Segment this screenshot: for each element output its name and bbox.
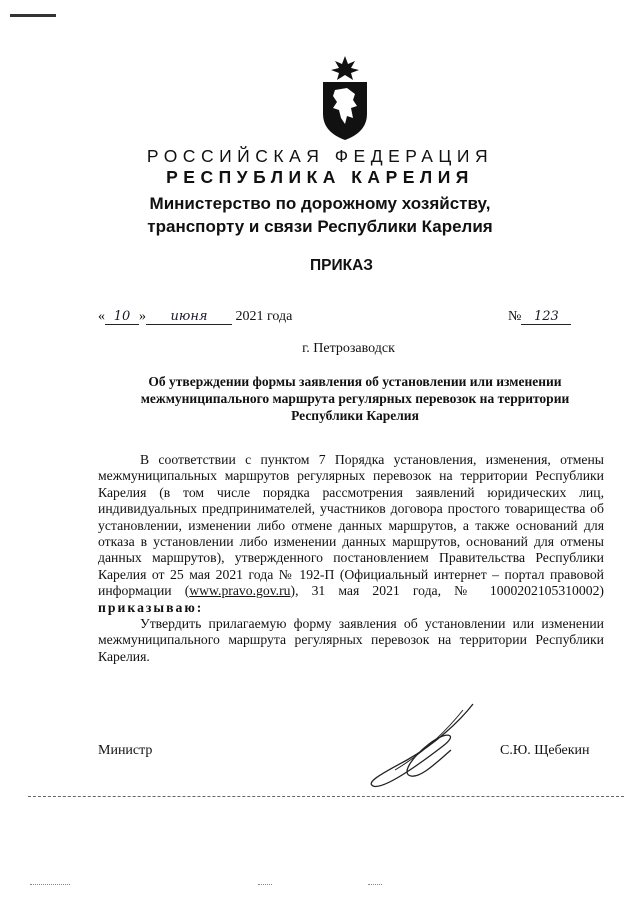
body-paragraph-2: Утвердить прилагаемую форму заявления об установлении или изменении межмуниципального маршрута регулярных перевозок на территории Республики Карелия. xyxy=(98,616,604,664)
handwritten-signature xyxy=(355,700,485,790)
order-number xyxy=(508,309,571,325)
date-month: июня xyxy=(146,309,232,325)
order-date xyxy=(98,309,292,325)
city-line: г. Петрозаводск xyxy=(302,341,395,356)
country-name: РОССИЙСКАЯ ФЕДЕРАЦИЯ xyxy=(146,146,494,166)
number-prefix: № xyxy=(508,309,522,324)
scan-artifact-dots-1 xyxy=(30,884,70,886)
page-divider xyxy=(28,796,624,797)
date-year: 2021 года xyxy=(235,309,293,324)
scan-artifact-dots-3 xyxy=(368,884,382,886)
decree-word: приказываю: xyxy=(98,599,204,615)
date-open-quote: « xyxy=(98,309,105,324)
document-type-title: ПРИКАЗ xyxy=(310,257,373,274)
republic-name: РЕСПУБЛИКА КАРЕЛИЯ xyxy=(166,167,474,187)
ministry-line-2: транспорту и связи Республики Карелия xyxy=(147,217,493,236)
pravo-link: www.pravo.gov.ru xyxy=(189,583,291,599)
body-paragraph-1 xyxy=(98,452,604,616)
order-body xyxy=(98,452,604,665)
number-value: 123 xyxy=(521,309,571,325)
ministry-line-1: Министерство по дорожному хозяйству, xyxy=(149,194,491,213)
order-subject: Об утверждении формы заявления об установлении или изменении межмуниципального маршрута регулярных перевозок на территории Республики Карелия xyxy=(140,374,570,423)
date-close-quote: » xyxy=(139,309,146,324)
ministry-name xyxy=(0,192,640,238)
signatory-position: Министр xyxy=(98,743,153,758)
karelia-emblem xyxy=(317,56,373,140)
body-paragraph-1-tail: ), 31 мая 2021 года, № 1000202105310002) xyxy=(290,583,604,599)
scan-artifact-mark xyxy=(10,14,56,17)
body-paragraph-1-text: В соответствии с пунктом 7 Порядка установления, изменения, отмены межмуниципальных маршрутов регулярных перевозок на территории Республики Карелия (в том числе порядка рассмотрения заявлений юридических лиц, индивидуальных предпринимателей, участников договора простого товарищества об установлении, изменении либо отмене данных маршрутов, а также оснований для отказа в установлении либо изменении данных маршрутов, оснований для отмены данных маршрутов), утвержденного постановлением Правительства Республики Карелия от 25 мая 2021 года № 192-П (Официальный интернет – портал правовой информации ( xyxy=(98,452,604,599)
scan-artifact-dots-2 xyxy=(258,884,272,886)
date-day: 10 xyxy=(105,309,139,325)
signatory-name: С.Ю. Щебекин xyxy=(500,743,590,758)
